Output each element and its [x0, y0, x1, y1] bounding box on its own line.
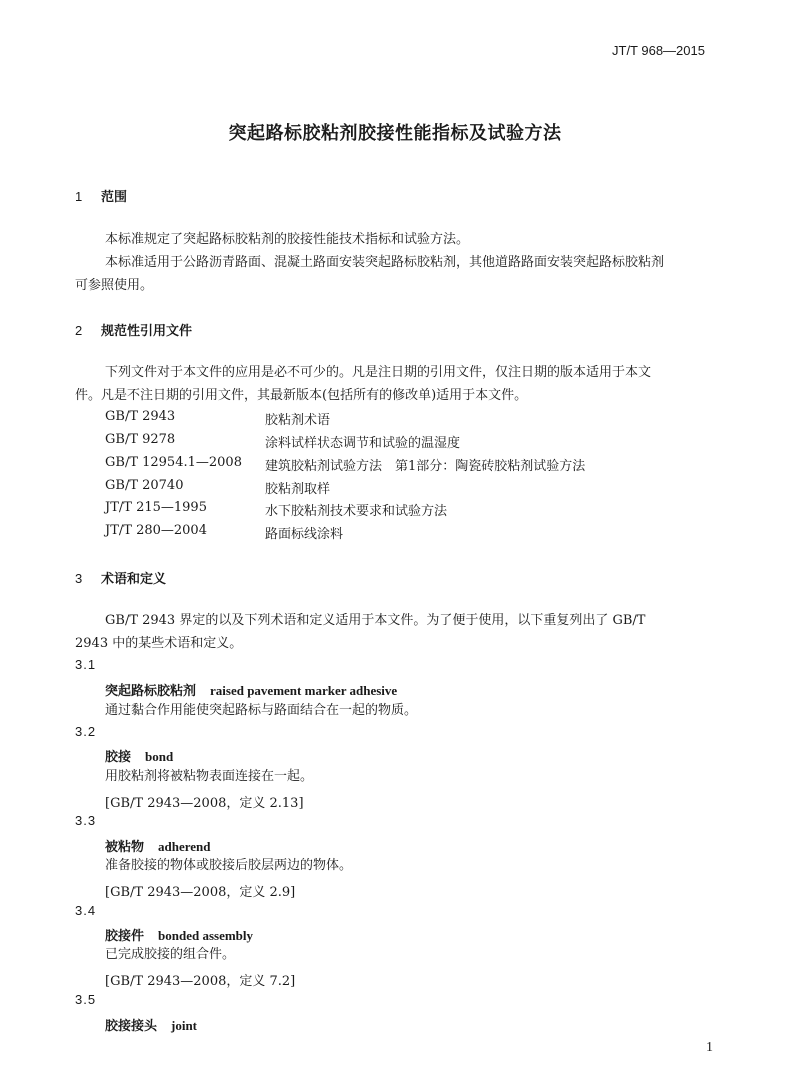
section-title: 范围	[101, 190, 128, 205]
reference-title: 涂料试样状态调节和试验的温湿度	[265, 436, 461, 451]
term-source: [GB/T 2943—2008，定义 2.9]	[105, 885, 296, 900]
term-english: joint	[171, 1018, 198, 1033]
reference-title: 水下胶粘剂技术要求和试验方法	[265, 504, 448, 519]
term-heading	[105, 925, 253, 944]
term-number: 3.1	[75, 657, 97, 672]
term-definition: 准备胶接的物体或胶接后胶层两边的物体。	[105, 858, 353, 873]
reference-row	[105, 455, 725, 477]
reference-code: GB/T 20740	[105, 478, 184, 493]
page-number: 1	[706, 1040, 713, 1055]
term-chinese: 突起路标胶粘剂	[105, 684, 197, 699]
term-definition: 已完成胶接的组合件。	[105, 947, 236, 962]
section-3-heading	[75, 568, 166, 587]
section-2-intro: 件。凡是不注日期的引用文件，其最新版本(包括所有的修改单)适用于本文件。	[75, 388, 528, 403]
term-number: 3.4	[75, 903, 97, 918]
section-2-heading	[75, 320, 192, 339]
section-3-intro: 2943 中的某些术语和定义。	[75, 636, 243, 651]
reference-title: 胶粘剂术语	[265, 413, 331, 428]
reference-row	[105, 500, 725, 522]
section-1-paragraph: 可参照使用。	[75, 278, 154, 293]
term-heading	[105, 746, 173, 765]
term-chinese: 胶接	[105, 750, 132, 765]
section-1-heading	[75, 186, 127, 205]
reference-code: JT/T 280—2004	[105, 523, 207, 538]
section-1-paragraph: 本标准规定了突起路标胶粘剂的胶接性能技术指标和试验方法。	[105, 232, 470, 247]
document-title: 突起路标胶粘剂胶接性能指标及试验方法	[228, 123, 562, 144]
reference-code: GB/T 2943	[105, 409, 176, 424]
reference-code: GB/T 9278	[105, 432, 176, 447]
reference-code: GB/T 12954.1—2008	[105, 455, 242, 470]
section-3-intro: GB/T 2943 界定的以及下列术语和定义适用于本文件。为了便于使用，以下重复列出了 GB/T	[105, 613, 646, 628]
term-source: [GB/T 2943—2008，定义 2.13]	[105, 796, 304, 811]
section-2-intro: 下列文件对于本文件的应用是必不可少的。凡是注日期的引用文件，仅注日期的版本适用于本文	[105, 365, 652, 380]
term-number: 3.3	[75, 813, 97, 828]
term-definition: 通过黏合作用能使突起路标与路面结合在一起的物质。	[105, 703, 418, 718]
reference-title: 建筑胶粘剂试验方法 第1部分：陶瓷砖胶粘剂试验方法	[265, 459, 586, 474]
term-heading	[105, 680, 397, 699]
term-english: bonded assembly	[158, 928, 254, 943]
standard-code-header: JT/T 968—2015	[612, 43, 705, 58]
term-heading	[105, 836, 211, 855]
term-source: [GB/T 2943—2008，定义 7.2]	[105, 974, 296, 989]
term-english: adherend	[158, 839, 211, 854]
term-number: 3.2	[75, 724, 97, 739]
reference-row	[105, 432, 725, 454]
reference-code: JT/T 215—1995	[105, 500, 207, 515]
term-chinese: 被粘物	[105, 840, 145, 855]
section-title: 规范性引用文件	[101, 324, 193, 339]
term-english: bond	[145, 749, 174, 764]
reference-row	[105, 523, 725, 545]
section-1-paragraph: 本标准适用于公路沥青路面、混凝土路面安装突起路标胶粘剂，其他道路路面安装突起路标胶粘剂	[105, 255, 665, 270]
term-heading	[105, 1015, 197, 1034]
term-definition: 用胶粘剂将被粘物表面连接在一起。	[105, 769, 314, 784]
section-number: 1	[75, 189, 83, 204]
reference-row	[105, 409, 725, 431]
section-number: 3	[75, 571, 83, 586]
section-number: 2	[75, 323, 83, 338]
reference-row	[105, 478, 725, 500]
term-number: 3.5	[75, 992, 97, 1007]
term-chinese: 胶接接头	[105, 1019, 158, 1034]
reference-title: 路面标线涂料	[265, 527, 344, 542]
term-chinese: 胶接件	[105, 929, 145, 944]
term-english: raised pavement marker adhesive	[210, 683, 398, 698]
reference-title: 胶粘剂取样	[265, 482, 331, 497]
section-title: 术语和定义	[101, 572, 167, 587]
